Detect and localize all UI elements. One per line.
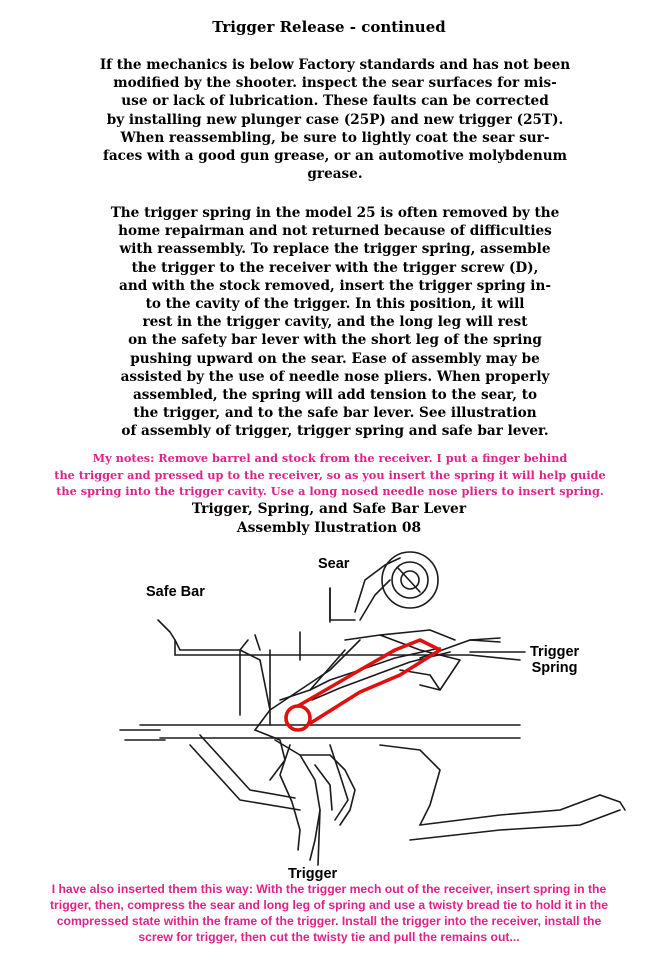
- page-title: Trigger Release - continued: [212, 18, 446, 36]
- sear-label: Sear: [318, 556, 350, 572]
- paragraph-line: of assembly of trigger, trigger spring and safe bar lever.: [121, 423, 549, 440]
- paragraph-line: assembled, the spring will add tension to the sear, to: [132, 387, 538, 404]
- note-line: the spring into the trigger cavity. Use a long nosed needle nose pliers to insert spring.: [56, 484, 604, 498]
- footer-line: trigger, then, compress the sear and long leg of spring and use a twisty bread tie to hold it in the: [50, 898, 608, 912]
- paragraph-line: assisted by the use of needle nose pliers. When properly: [120, 368, 550, 385]
- trigger-label: Trigger: [288, 866, 338, 882]
- footer-line: I have also inserted them this way: With the trigger mech out of the receiver, insert spring in the: [51, 882, 607, 896]
- paragraph-line: pushing upward on the sear. Ease of assembly may be: [130, 350, 540, 367]
- paragraph-line: the trigger, and to the safe bar lever. See illustration: [133, 405, 537, 422]
- safe-bar-label: Safe Bar: [146, 584, 205, 600]
- paragraph-line: home repairman and not returned because of difficulties: [118, 223, 552, 240]
- illustration-title: [0, 500, 658, 538]
- note-line: My notes: Remove barrel and stock from the receiver. I put a finger behind: [92, 451, 568, 465]
- assembly-illustration: [0, 540, 658, 885]
- paragraph-line: When reassembling, be sure to lightly coat the sear sur-: [120, 129, 550, 146]
- paragraph-line: by installing new plunger case (25P) and new trigger (25T).: [106, 111, 564, 128]
- illustration-title-line: Assembly Ilustration 08: [236, 520, 422, 536]
- paragraph-trigger-spring: [40, 204, 630, 441]
- paragraph-line: with reassembly. To replace the trigger spring, assemble: [119, 241, 551, 258]
- annotation-notes: [10, 450, 650, 500]
- paragraph-line: on the safety bar lever with the short leg of the spring: [128, 332, 542, 349]
- trigger-spring-label-line: Trigger: [530, 644, 580, 660]
- trigger-spring-label: [530, 644, 579, 676]
- paragraph-line: faces with a good gun grease, or an automotive molybdenum: [103, 148, 567, 165]
- illustration-title-line: Trigger, Spring, and Safe Bar Lever: [191, 501, 467, 517]
- paragraph-mechanics: [40, 56, 630, 183]
- footer-line: screw for trigger, then cut the twisty tie and pull the remains out...: [138, 930, 520, 944]
- paragraph-line: and with the stock removed, insert the trigger spring in-: [119, 277, 551, 294]
- note-line: the trigger and pressed up to the receiver, so as you insert the spring it will help guide: [54, 467, 606, 482]
- paragraph-line: use or lack of lubrication. These faults can be corrected: [121, 93, 549, 110]
- paragraph-line: modified by the shooter. inspect the sear surfaces for mis-: [113, 75, 557, 92]
- paragraph-line: to the cavity of the trigger. In this position, it will: [145, 296, 525, 313]
- paragraph-line: The trigger spring in the model 25 is often removed by the: [110, 205, 560, 221]
- trigger-spring-label-line: Spring: [531, 660, 578, 676]
- footer-notes: [2, 881, 656, 945]
- footer-line: compressed state within the frame of the trigger. Install the trigger into the receiver, install the: [56, 914, 602, 928]
- safe-bar-outline: [158, 620, 248, 650]
- paragraph-line: If the mechanics is below Factory standards and has not been: [99, 57, 571, 73]
- paragraph-line: rest in the trigger cavity, and the long leg will rest: [142, 314, 528, 331]
- paragraph-line: grease.: [307, 166, 363, 183]
- assembly-drawing: [0, 540, 658, 885]
- paragraph-line: the trigger to the receiver with the trigger screw (D),: [131, 259, 539, 276]
